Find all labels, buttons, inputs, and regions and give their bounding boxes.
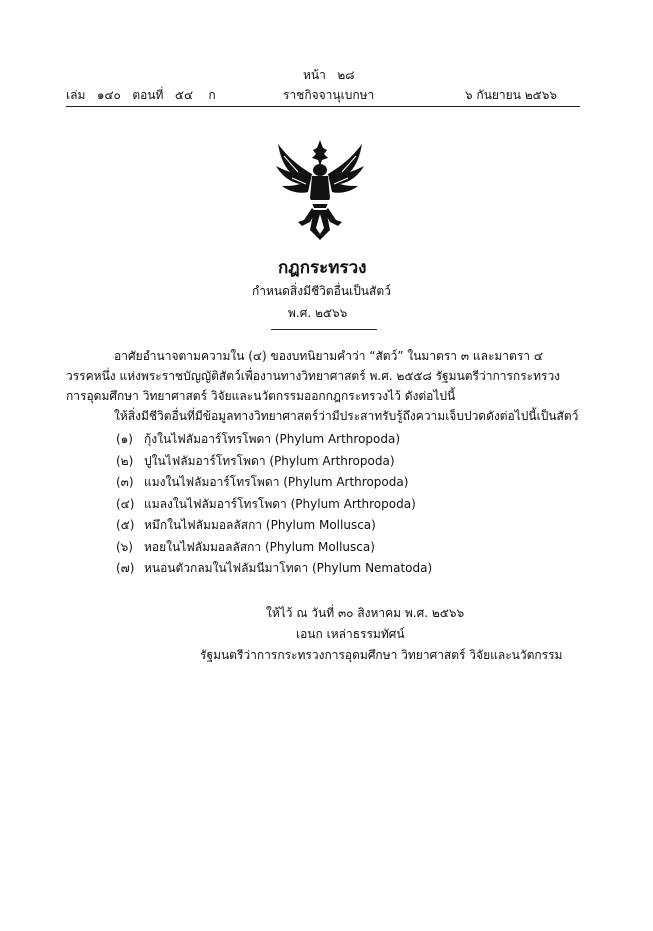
document-subtitle: กำหนดสิ่งมีชีวิตอื่นเป็นสัตว์ bbox=[252, 284, 391, 298]
intro-paragraph: ให้สิ่งมีชีวิตอื่นที่มีข้อมูลทางวิทยาศาสตร์ว่ามีประสาทรับรู้ถึงความเจ็บปวดดังต่อไปนี้เป็นสัตว์ bbox=[114, 409, 579, 423]
volume-label: เล่ม bbox=[66, 88, 86, 102]
document-title: กฎกระทรวง bbox=[278, 258, 367, 278]
garuda-emblem-icon bbox=[272, 138, 368, 242]
item-number: (๖) bbox=[116, 539, 133, 554]
list-item bbox=[116, 495, 432, 517]
section-no: ๕๔ bbox=[174, 88, 194, 102]
list-item bbox=[116, 559, 432, 581]
volume-info bbox=[66, 86, 216, 105]
preamble-line: อาศัยอำนาจตามความใน (๔) ของบทนิยามคำว่า “สัตว์” ในมาตรา ๓ และมาตรา ๔ bbox=[114, 349, 543, 363]
list-item bbox=[116, 452, 432, 474]
signatory-position: รัฐมนตรีว่าการกระทรวงการอุดมศึกษา วิทยาศาสตร์ วิจัยและนวัตกรรม bbox=[200, 648, 563, 662]
given-date: ให้ไว้ ณ วันที่ ๓๐ สิงหาคม พ.ศ. ๒๕๖๖ bbox=[266, 606, 465, 620]
preamble-line: วรรคหนึ่ง แห่งพระราชบัญญัติสัตว์เพื่องานทางวิทยาศาสตร์ พ.ศ. ๒๕๕๘ รัฐมนตรีว่าการกระทรวง bbox=[66, 369, 561, 383]
item-text: หนอนตัวกลมในไฟลัมนีมาโทดา (Phylum Nematoda) bbox=[144, 561, 433, 575]
item-number: (๒) bbox=[116, 453, 134, 468]
signatory-name: เอนก เหล่าธรรมทัศน์ bbox=[296, 627, 405, 641]
page-no: ๒๘ bbox=[337, 68, 355, 82]
page-label: หน้า bbox=[303, 68, 326, 82]
item-number: (๓) bbox=[116, 475, 134, 489]
title-rule bbox=[271, 329, 377, 330]
item-number: (๑) bbox=[116, 432, 133, 446]
list-item bbox=[116, 516, 432, 538]
item-text: กุ้งในไฟลัมอาร์โทรโพดา (Phylum Arthropoda) bbox=[144, 432, 401, 446]
gazette-date: ๖ กันยายน ๒๕๖๖ bbox=[465, 88, 557, 102]
item-text: หมึกในไฟลัมมอลลัสกา (Phylum Mollusca) bbox=[144, 518, 376, 532]
preamble-line: การอุดมศึกษา วิทยาศาสตร์ วิจัยและนวัตกรรมออกกฎกระทรวงไว้ ดังต่อไปนี้ bbox=[66, 389, 456, 403]
preamble bbox=[66, 346, 560, 406]
item-text: แมงในไฟลัมอาร์โทรโพดา (Phylum Arthropoda) bbox=[144, 475, 409, 489]
list-item bbox=[116, 538, 432, 560]
header-rule bbox=[66, 106, 580, 107]
item-text: ปูในไฟลัมอาร์โทรโพดา (Phylum Arthropoda) bbox=[144, 453, 395, 468]
page-number bbox=[303, 66, 354, 85]
list-item bbox=[116, 473, 432, 495]
item-number: (๗) bbox=[116, 561, 135, 575]
section-type: ก bbox=[208, 88, 216, 102]
section-label: ตอนที่ bbox=[132, 88, 164, 102]
item-text: หอยในไฟลัมมอลลัสกา (Phylum Mollusca) bbox=[144, 539, 375, 554]
item-number: (๕) bbox=[116, 518, 135, 532]
item-list bbox=[116, 430, 432, 581]
item-text: แมลงในไฟลัมอาร์โทรโพดา (Phylum Arthropoda) bbox=[144, 496, 416, 511]
list-item bbox=[116, 430, 432, 452]
gazette-name: ราชกิจจานุเบกษา bbox=[283, 88, 375, 102]
volume-no: ๑๔๐ bbox=[96, 88, 121, 102]
item-number: (๔) bbox=[116, 496, 135, 511]
document-year: พ.ศ. ๒๕๖๖ bbox=[288, 306, 348, 320]
